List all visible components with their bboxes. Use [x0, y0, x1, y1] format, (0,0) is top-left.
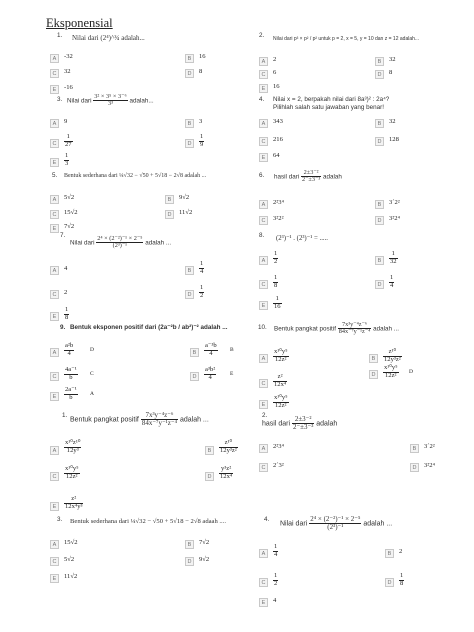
b3-option-e-box[interactable]: E	[50, 574, 59, 583]
q10-frac-num: 7x³y⁻⁴z⁻⁶	[338, 322, 372, 329]
b3-option-d-text: 9√2	[199, 556, 210, 563]
q8-option-b-text: $\frac{1}{32}$	[390, 250, 397, 265]
b2-option-b-text: 3´2²	[424, 443, 435, 450]
b4-stem-pre: Nilai dari	[280, 520, 308, 528]
q2-option-a-box[interactable]: A	[259, 57, 268, 66]
q3-option-b-text: 3	[199, 118, 203, 125]
q7-option-b-text: $\frac{1}{4}$	[200, 260, 204, 275]
q6-option-b-text: 3´2²	[389, 199, 400, 206]
q3-option-d-text: $\frac{1}{9}$	[200, 133, 204, 148]
q3-stem	[67, 94, 154, 108]
q7-stem	[70, 236, 171, 250]
q1-option-b-box[interactable]: B	[185, 54, 194, 63]
q6-frac-den: 2⁻±3⁻³	[301, 176, 321, 184]
b1-option-a-text: $\frac{\text{x¹⁰z¹⁰}}{\text{12y³}}$	[65, 439, 81, 454]
q10-option-c-box[interactable]: C	[259, 379, 268, 388]
b2-frac-den: 2⁻±3⁻³	[292, 423, 314, 431]
q9-option-d-text: $\frac{\text{a³b²}}{4}$	[205, 366, 216, 381]
q8-option-a-text: $\frac{1}{2}$	[274, 250, 278, 265]
q9-option-c-mark: C	[90, 371, 94, 377]
q8-option-d-text: $\frac{1}{4}$	[390, 274, 394, 289]
q10-frac-den: 84x⁻⁷y⁻¹z⁻⁴	[338, 328, 371, 336]
q10-option-d-mark: D	[409, 369, 413, 375]
b2-option-a-box[interactable]: A	[259, 444, 268, 453]
q5-option-c-text: 15√2	[64, 209, 78, 216]
q9-option-e-box[interactable]: E	[50, 392, 59, 401]
b4-option-c-text: $\frac{1}{2}$	[274, 572, 278, 587]
b4-option-c-box[interactable]: C	[259, 578, 268, 587]
b1-stem	[70, 412, 209, 427]
q1-option-e-box[interactable]: E	[50, 85, 59, 94]
q6-option-b-box[interactable]: B	[375, 200, 384, 209]
b2-stem	[262, 416, 337, 431]
q3-frac-den: 3³	[107, 100, 113, 108]
q4-option-b-text: 32	[389, 118, 396, 125]
q6-option-a-text: 2²3⁴	[273, 199, 284, 206]
b4-frac-den: (2³)⁻¹	[327, 523, 344, 531]
q10-option-a-text: $\frac{\text{x¹⁰y⁵}}{\text{12z²}}$	[274, 348, 288, 363]
b3-option-b-text: 7√2	[199, 539, 210, 546]
q10-option-e-box[interactable]: E	[259, 400, 268, 409]
b3-option-c-box[interactable]: C	[50, 557, 59, 566]
q5-option-a-text: 5√2	[64, 194, 75, 201]
b3-option-d-box[interactable]: D	[185, 557, 194, 566]
q5-option-d-text: 11√2	[179, 209, 193, 216]
q7-option-d-text: $\frac{1}{2}$	[200, 284, 204, 299]
q6-stem-post: adalah	[323, 173, 342, 181]
q2-option-e-text: 16	[273, 83, 280, 90]
b2-stem-pre: hasil dari	[262, 420, 291, 428]
q7-option-c-text: 2	[64, 289, 68, 296]
q5-option-b-box[interactable]: B	[165, 195, 174, 204]
q4-number: 4.	[259, 96, 265, 103]
q6-stem-pre: hasil dari	[274, 173, 300, 181]
q6-option-c-box[interactable]: C	[259, 216, 268, 225]
q7-frac-num: 2⁴ × (2⁻²)⁻¹ × 2⁻⁵	[97, 235, 143, 242]
q1-option-a-text: -32	[64, 53, 73, 60]
b4-option-b-box[interactable]: B	[385, 549, 394, 558]
q8-option-e-box[interactable]: E	[259, 301, 268, 310]
q8-option-c-text: $\frac{1}{8}$	[274, 274, 278, 289]
q10-stem	[274, 322, 399, 336]
q3-option-c-box[interactable]: C	[50, 139, 59, 148]
q3-option-e-text: $\frac{1}{3}$	[65, 152, 69, 167]
q8-option-a-box[interactable]: A	[259, 256, 268, 265]
b4-stem-post: adalah ...	[363, 520, 393, 528]
q9-option-b-text: $\frac{\text{a⁻³b}}{4}$	[205, 342, 217, 357]
q10-stem-pre: Bentuk pangkat positif	[274, 325, 336, 333]
q4-option-e-text: 64	[273, 152, 280, 159]
q9-option-e-mark: A	[90, 391, 94, 397]
q5-option-e-box[interactable]: E	[50, 224, 59, 233]
q6-option-d-box[interactable]: D	[375, 216, 384, 225]
q4-option-d-text: 128	[389, 136, 399, 143]
q8-option-b-box[interactable]: B	[375, 256, 384, 265]
b4-option-b-text: 2	[399, 548, 403, 555]
q9-option-c-box[interactable]: C	[50, 372, 59, 381]
q4-stem: Nilai x = 2, berpakah nilai dari 8a³)² : 2a⁴?	[273, 96, 390, 103]
q4-option-a-box[interactable]: A	[259, 119, 268, 128]
q9-option-c-text: $\frac{\text{4a⁻¹}}{b}$	[65, 366, 77, 381]
q9-stem: Bentuk eksponen positif dari (2a⁻²b / ab²)⁻² adalah ...	[70, 324, 228, 331]
q2-stem: Nilai dari p³ × p² / p² untuk p = 2, x = 5, y = 10 dan z = 12 adalah...	[273, 36, 420, 42]
q6-fraction	[301, 170, 321, 184]
q10-stem-post: adalah ...	[373, 325, 400, 333]
b4-option-a-box[interactable]: A	[259, 549, 268, 558]
b1-option-a-box[interactable]: A	[50, 446, 59, 455]
b4-option-e-box[interactable]: E	[259, 598, 268, 607]
q9-option-b-box[interactable]: B	[190, 348, 199, 357]
q3-option-a-text: 9	[64, 118, 68, 125]
b1-option-d-box[interactable]: D	[205, 472, 214, 481]
q3-frac-num: 3² × 3⁵ × 3⁻⁶	[94, 93, 127, 100]
q7-option-a-text: 4	[64, 265, 68, 272]
q9-option-e-text: $\frac{\text{2a⁻¹}}{b}$	[65, 386, 77, 401]
b3-option-a-box[interactable]: A	[50, 540, 59, 549]
q5-stem: Bentuk sederhana dari ¼√32 − √50 + 5√18 − 2√8 adalah ...	[64, 173, 207, 179]
b1-frac-num: 7x³y⁻⁴z⁻⁶	[141, 412, 178, 420]
q3-option-b-box[interactable]: B	[185, 119, 194, 128]
b1-fraction	[141, 412, 178, 427]
q2-option-b-box[interactable]: B	[375, 57, 384, 66]
q7-stem-pre: Nilai dari	[70, 239, 95, 247]
q6-option-c-text: 3²2²	[273, 215, 284, 222]
b3-option-c-text: 5√2	[64, 556, 75, 563]
q6-option-a-box[interactable]: A	[259, 200, 268, 209]
q2-option-d-text: 8	[389, 69, 393, 76]
q7-option-a-box[interactable]: A	[50, 266, 59, 275]
b1-stem-post: adalah ...	[179, 416, 209, 424]
q6-stem	[274, 170, 342, 184]
q4-option-d-box[interactable]: D	[375, 137, 384, 146]
q2-option-e-box[interactable]: E	[259, 84, 268, 93]
q2-option-d-box[interactable]: D	[375, 70, 384, 79]
q7-number: 7.	[60, 232, 66, 239]
b2-fraction	[292, 416, 314, 431]
b1-option-e-text: $\frac{\text{z²}}{\text{12x⁴y³}}$	[65, 495, 83, 510]
b3-stem: Bentuk sederhana dari ¼√32 − √50 + 5√18 − 2√8 adaah ....	[70, 518, 227, 525]
q8-option-e-text: $\frac{1}{16}$	[274, 295, 281, 310]
q10-option-d-box[interactable]: D	[369, 370, 378, 379]
q3-fraction	[93, 94, 127, 108]
q7-stem-post: adalah ...	[145, 239, 172, 247]
b2-frac-num: 2±3⁻²	[292, 416, 314, 424]
q10-option-d-text: $\frac{\text{x¹⁰y⁵}}{\text{12z²}}$	[384, 364, 398, 379]
b1-number: 1.	[62, 412, 68, 419]
q7-fraction	[96, 236, 143, 250]
b2-option-b-box[interactable]: B	[410, 444, 419, 453]
q9-option-a-box[interactable]: A	[50, 348, 59, 357]
q1-number: 1.	[57, 32, 63, 39]
q8-number: 8.	[259, 232, 265, 239]
b2-option-a-text: 2²3⁴	[273, 443, 284, 450]
q4-option-e-box[interactable]: E	[259, 153, 268, 162]
q4-option-b-box[interactable]: B	[375, 119, 384, 128]
q4-option-a-text: 343	[273, 118, 283, 125]
q1-option-d-text: 8	[199, 68, 203, 75]
q7-option-d-box[interactable]: D	[185, 290, 194, 299]
q7-option-b-box[interactable]: B	[185, 266, 194, 275]
q5-option-c-box[interactable]: C	[50, 210, 59, 219]
b4-fraction	[309, 516, 361, 531]
b2-stem-post: adalah	[316, 420, 338, 428]
b3-number: 3.	[57, 516, 63, 523]
b3-option-a-text: 15√2	[64, 539, 78, 546]
q5-option-a-box[interactable]: A	[50, 195, 59, 204]
q5-option-d-box[interactable]: D	[165, 210, 174, 219]
q2-option-a-text: 2	[273, 56, 277, 63]
b1-option-c-box[interactable]: C	[50, 472, 59, 481]
q1-option-a-box[interactable]: A	[50, 54, 59, 63]
q5-number: 5.	[52, 172, 58, 179]
q1-option-e-text: -16	[64, 84, 73, 91]
q2-number: 2.	[259, 32, 265, 39]
q9-option-b-mark: B	[230, 347, 234, 353]
q10-number: 10.	[258, 324, 267, 331]
b4-stem	[280, 516, 392, 531]
page-title: Eksponensial	[46, 16, 113, 30]
b1-option-b-text: $\frac{\text{z¹⁰}}{\text{12y³z²}}$	[220, 439, 237, 454]
q6-option-d-text: 3²2⁴	[389, 215, 400, 222]
q10-option-e-text: $\frac{\text{x¹⁰y⁵}}{\text{12z²}}$	[274, 394, 288, 409]
q9-option-a-text: $\frac{\text{a²b}}{4}$	[65, 342, 74, 357]
q5-option-b-text: 9√2	[179, 194, 190, 201]
b2-option-d-text: 3²2⁴	[424, 462, 435, 469]
q1-option-c-text: 32	[64, 68, 71, 75]
b4-option-d-text: $\frac{1}{8}$	[400, 572, 404, 587]
q3-option-e-box[interactable]: E	[50, 158, 59, 167]
b1-option-c-text: $\frac{\text{x¹⁰y⁵}}{\text{12z²}}$	[65, 465, 79, 480]
q6-frac-num: 2±3⁻²	[301, 170, 321, 177]
b1-option-e-box[interactable]: E	[50, 502, 59, 511]
b2-option-d-box[interactable]: D	[410, 463, 419, 472]
q9-option-d-box[interactable]: D	[190, 372, 199, 381]
q6-number: 6.	[259, 172, 265, 179]
b3-option-e-text: 11√2	[64, 573, 78, 580]
q3-option-a-box[interactable]: A	[50, 119, 59, 128]
q1-option-b-text: 16	[199, 53, 206, 60]
q2-option-c-box[interactable]: C	[259, 70, 268, 79]
q1-option-d-box[interactable]: D	[185, 69, 194, 78]
q10-option-a-box[interactable]: A	[259, 354, 268, 363]
q1-option-c-box[interactable]: C	[50, 69, 59, 78]
q7-option-c-box[interactable]: C	[50, 290, 59, 299]
q8-option-c-box[interactable]: C	[259, 280, 268, 289]
q10-fraction	[338, 322, 372, 336]
q7-option-e-box[interactable]: E	[50, 312, 59, 321]
q10-option-c-text: $\frac{\text{z²}}{\text{12x⁴}}$	[274, 373, 287, 388]
q4-stem-2: Pilihlah salah satu jawaban yang benar!	[273, 104, 384, 111]
q3-stem-post: adalah...	[129, 97, 154, 105]
q3-option-d-box[interactable]: D	[185, 139, 194, 148]
q7-option-e-text: $\frac{1}{8}$	[65, 306, 69, 321]
q4-option-c-text: 216	[273, 136, 283, 143]
q9-number: 9.	[60, 324, 66, 331]
q4-option-c-box[interactable]: C	[259, 137, 268, 146]
q7-frac-den: (2³)⁻¹	[112, 242, 128, 250]
q2-option-b-text: 32	[389, 56, 396, 63]
b1-frac-den: 84x⁻⁷y⁻¹z⁻⁴	[141, 419, 178, 427]
q8-stem: (2³)⁻¹ . (2³)⁻¹ = .....	[276, 235, 329, 242]
q1-stem: Nilai dari (2⁴)^¾ adalah...	[72, 34, 145, 42]
b1-stem-pre: Bentuk pangkat positif	[70, 416, 139, 424]
q3-option-c-text: $\frac{1}{27}$	[65, 133, 72, 148]
q3-number: 3.	[57, 96, 63, 103]
b3-option-b-box[interactable]: B	[185, 540, 194, 549]
q9-option-d-mark: E	[230, 371, 234, 377]
b2-number: 2.	[262, 412, 268, 419]
q5-option-e-text: 7√2	[64, 223, 75, 230]
q10-option-b-text: $\frac{\text{z¹⁰}}{\text{12y³z²}}$	[384, 348, 401, 363]
q8-option-d-box[interactable]: D	[375, 280, 384, 289]
q9-option-a-mark: D	[90, 347, 94, 353]
b2-option-c-box[interactable]: C	[259, 463, 268, 472]
b2-option-c-text: 2´3²	[273, 462, 284, 469]
b1-option-d-text: $\frac{\text{y³z²}}{\text{12x⁴}}$	[220, 465, 233, 480]
b4-option-d-box[interactable]: D	[385, 578, 394, 587]
q2-option-c-text: 6	[273, 69, 277, 76]
q3-stem-pre: Nilai dari	[67, 97, 92, 105]
q10-option-b-box[interactable]: B	[369, 354, 378, 363]
b1-option-b-box[interactable]: B	[205, 446, 214, 455]
b4-frac-num: 2⁴ × (2⁻²)⁻¹ × 2⁻⁵	[310, 515, 361, 523]
b4-option-e-text: 4	[273, 597, 277, 604]
b4-option-a-text: $\frac{1}{4}$	[274, 543, 278, 558]
b4-number: 4.	[264, 516, 270, 523]
